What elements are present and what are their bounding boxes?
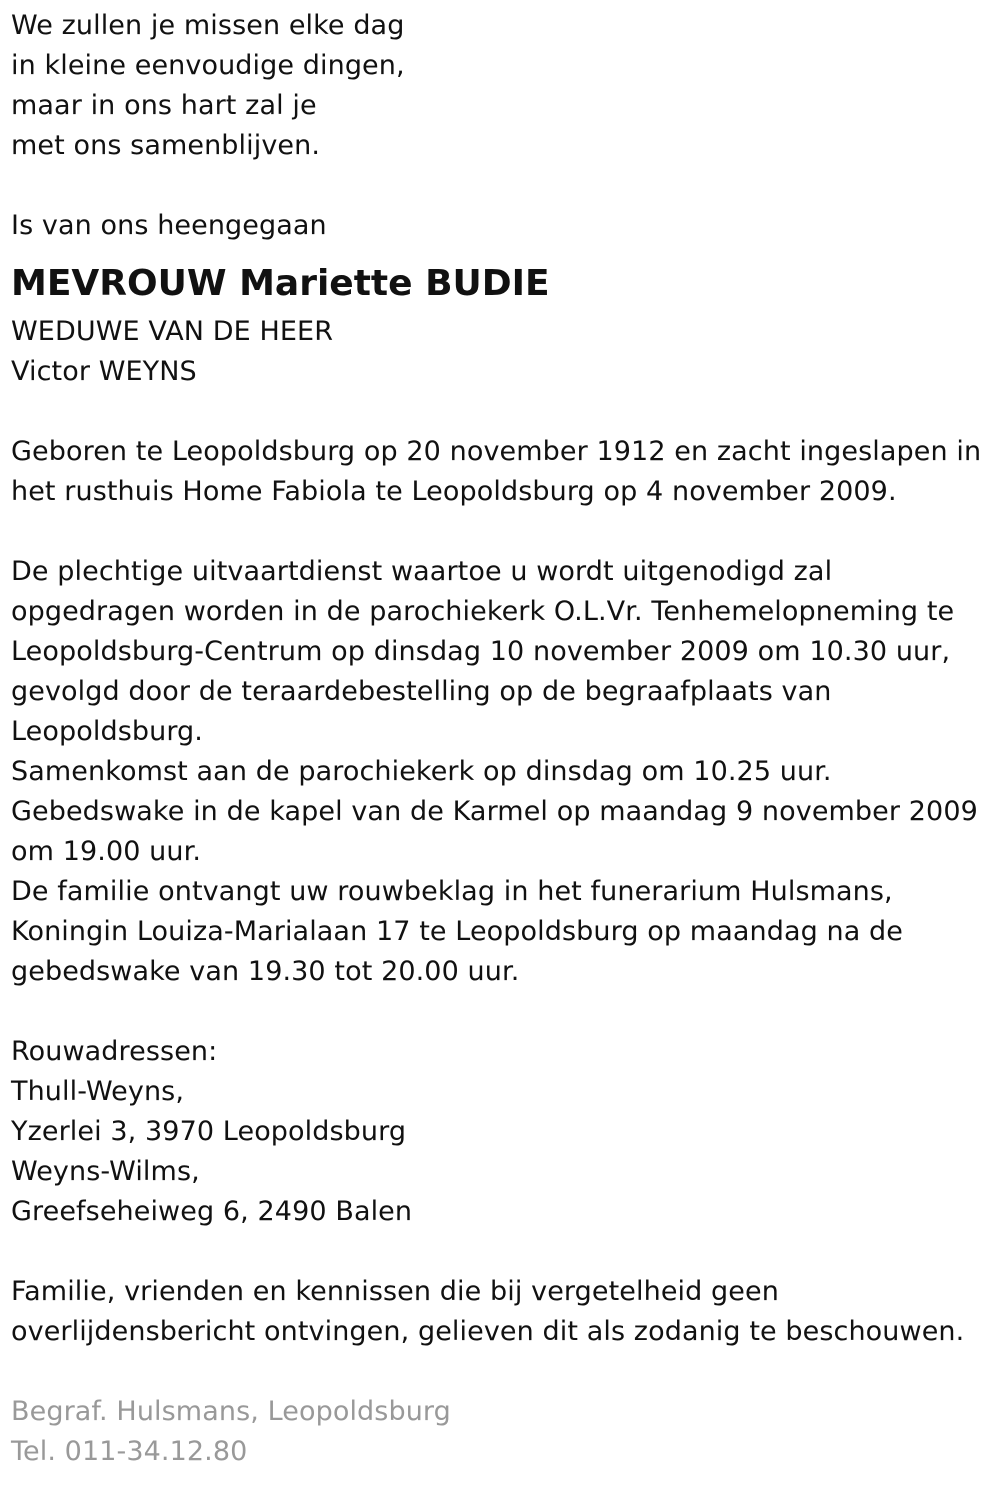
poem-line: We zullen je missen elke dag — [11, 10, 405, 41]
paragraph-line: Samenkomst aan de parochiekerk op dinsdag om 10.25 uur. — [11, 756, 832, 787]
spacer — [11, 392, 1000, 432]
paragraph-line: Koningin Louiza-Marialaan 17 te Leopoldsburg op maandag na de — [11, 916, 903, 947]
paragraph-line: Leopoldsburg. — [11, 716, 203, 747]
paragraph-line: Familie, vrienden en kennissen die bij vergetelheid geen — [11, 1276, 779, 1307]
addresses-label: Rouwadressen: — [11, 1036, 218, 1067]
deceased-spouse: Victor WEYNS — [11, 356, 197, 387]
funeral-home-info — [11, 1392, 1000, 1472]
paragraph-line: het rusthuis Home Fabiola te Leopoldsburg op 4 november 2009. — [11, 476, 897, 507]
ceremony-paragraph — [11, 552, 1000, 992]
spacer — [11, 1232, 1000, 1272]
birth-death-paragraph — [11, 432, 1000, 512]
deceased-relation: WEDUWE VAN DE HEER — [11, 316, 334, 347]
paragraph-line: De familie ontvangt uw rouwbeklag in het funerarium Hulsmans, — [11, 876, 893, 907]
address-line: Greefseheiweg 6, 2490 Balen — [11, 1196, 413, 1227]
poem-line: met ons samenblijven. — [11, 130, 321, 161]
paragraph-line: gevolgd door de teraardebestelling op de begraafplaats van — [11, 676, 832, 707]
mourning-addresses — [11, 1032, 1000, 1232]
spacer — [11, 1352, 1000, 1392]
paragraph-line: Leopoldsburg-Centrum op dinsdag 10 november 2009 om 10.30 uur, — [11, 636, 951, 667]
address-line: Thull-Weyns, — [11, 1076, 185, 1107]
paragraph-line: Geboren te Leopoldsburg op 20 november 1912 en zacht ingeslapen in — [11, 436, 982, 467]
deceased-name: MEVROUW Mariette BUDIE — [11, 263, 550, 304]
address-line: Yzerlei 3, 3970 Leopoldsburg — [11, 1116, 407, 1147]
notice-paragraph — [11, 1272, 1000, 1352]
funeral-home-phone: Tel. 011-34.12.80 — [11, 1436, 248, 1467]
paragraph-line: Gebedswake in de kapel van de Karmel op maandag 9 november 2009 — [11, 796, 978, 827]
poem — [11, 6, 1000, 166]
spacer — [11, 512, 1000, 552]
intro-text: Is van ons heengegaan — [11, 210, 327, 241]
funeral-home-name: Begraf. Hulsmans, Leopoldsburg — [11, 1396, 451, 1427]
paragraph-line: De plechtige uitvaartdienst waartoe u wordt uitgenodigd zal — [11, 556, 833, 587]
address-line: Weyns-Wilms, — [11, 1156, 200, 1187]
spacer — [11, 166, 1000, 206]
paragraph-line: gebedswake van 19.30 tot 20.00 uur. — [11, 956, 520, 987]
paragraph-line: opgedragen worden in de parochiekerk O.L.Vr. Tenhemelopneming te — [11, 596, 955, 627]
spacer — [11, 992, 1000, 1032]
poem-line: maar in ons hart zal je — [11, 90, 317, 121]
poem-line: in kleine eenvoudige dingen, — [11, 50, 405, 81]
paragraph-line: om 19.00 uur. — [11, 836, 202, 867]
paragraph-line: overlijdensbericht ontvingen, gelieven dit als zodanig te beschouwen. — [11, 1316, 965, 1347]
